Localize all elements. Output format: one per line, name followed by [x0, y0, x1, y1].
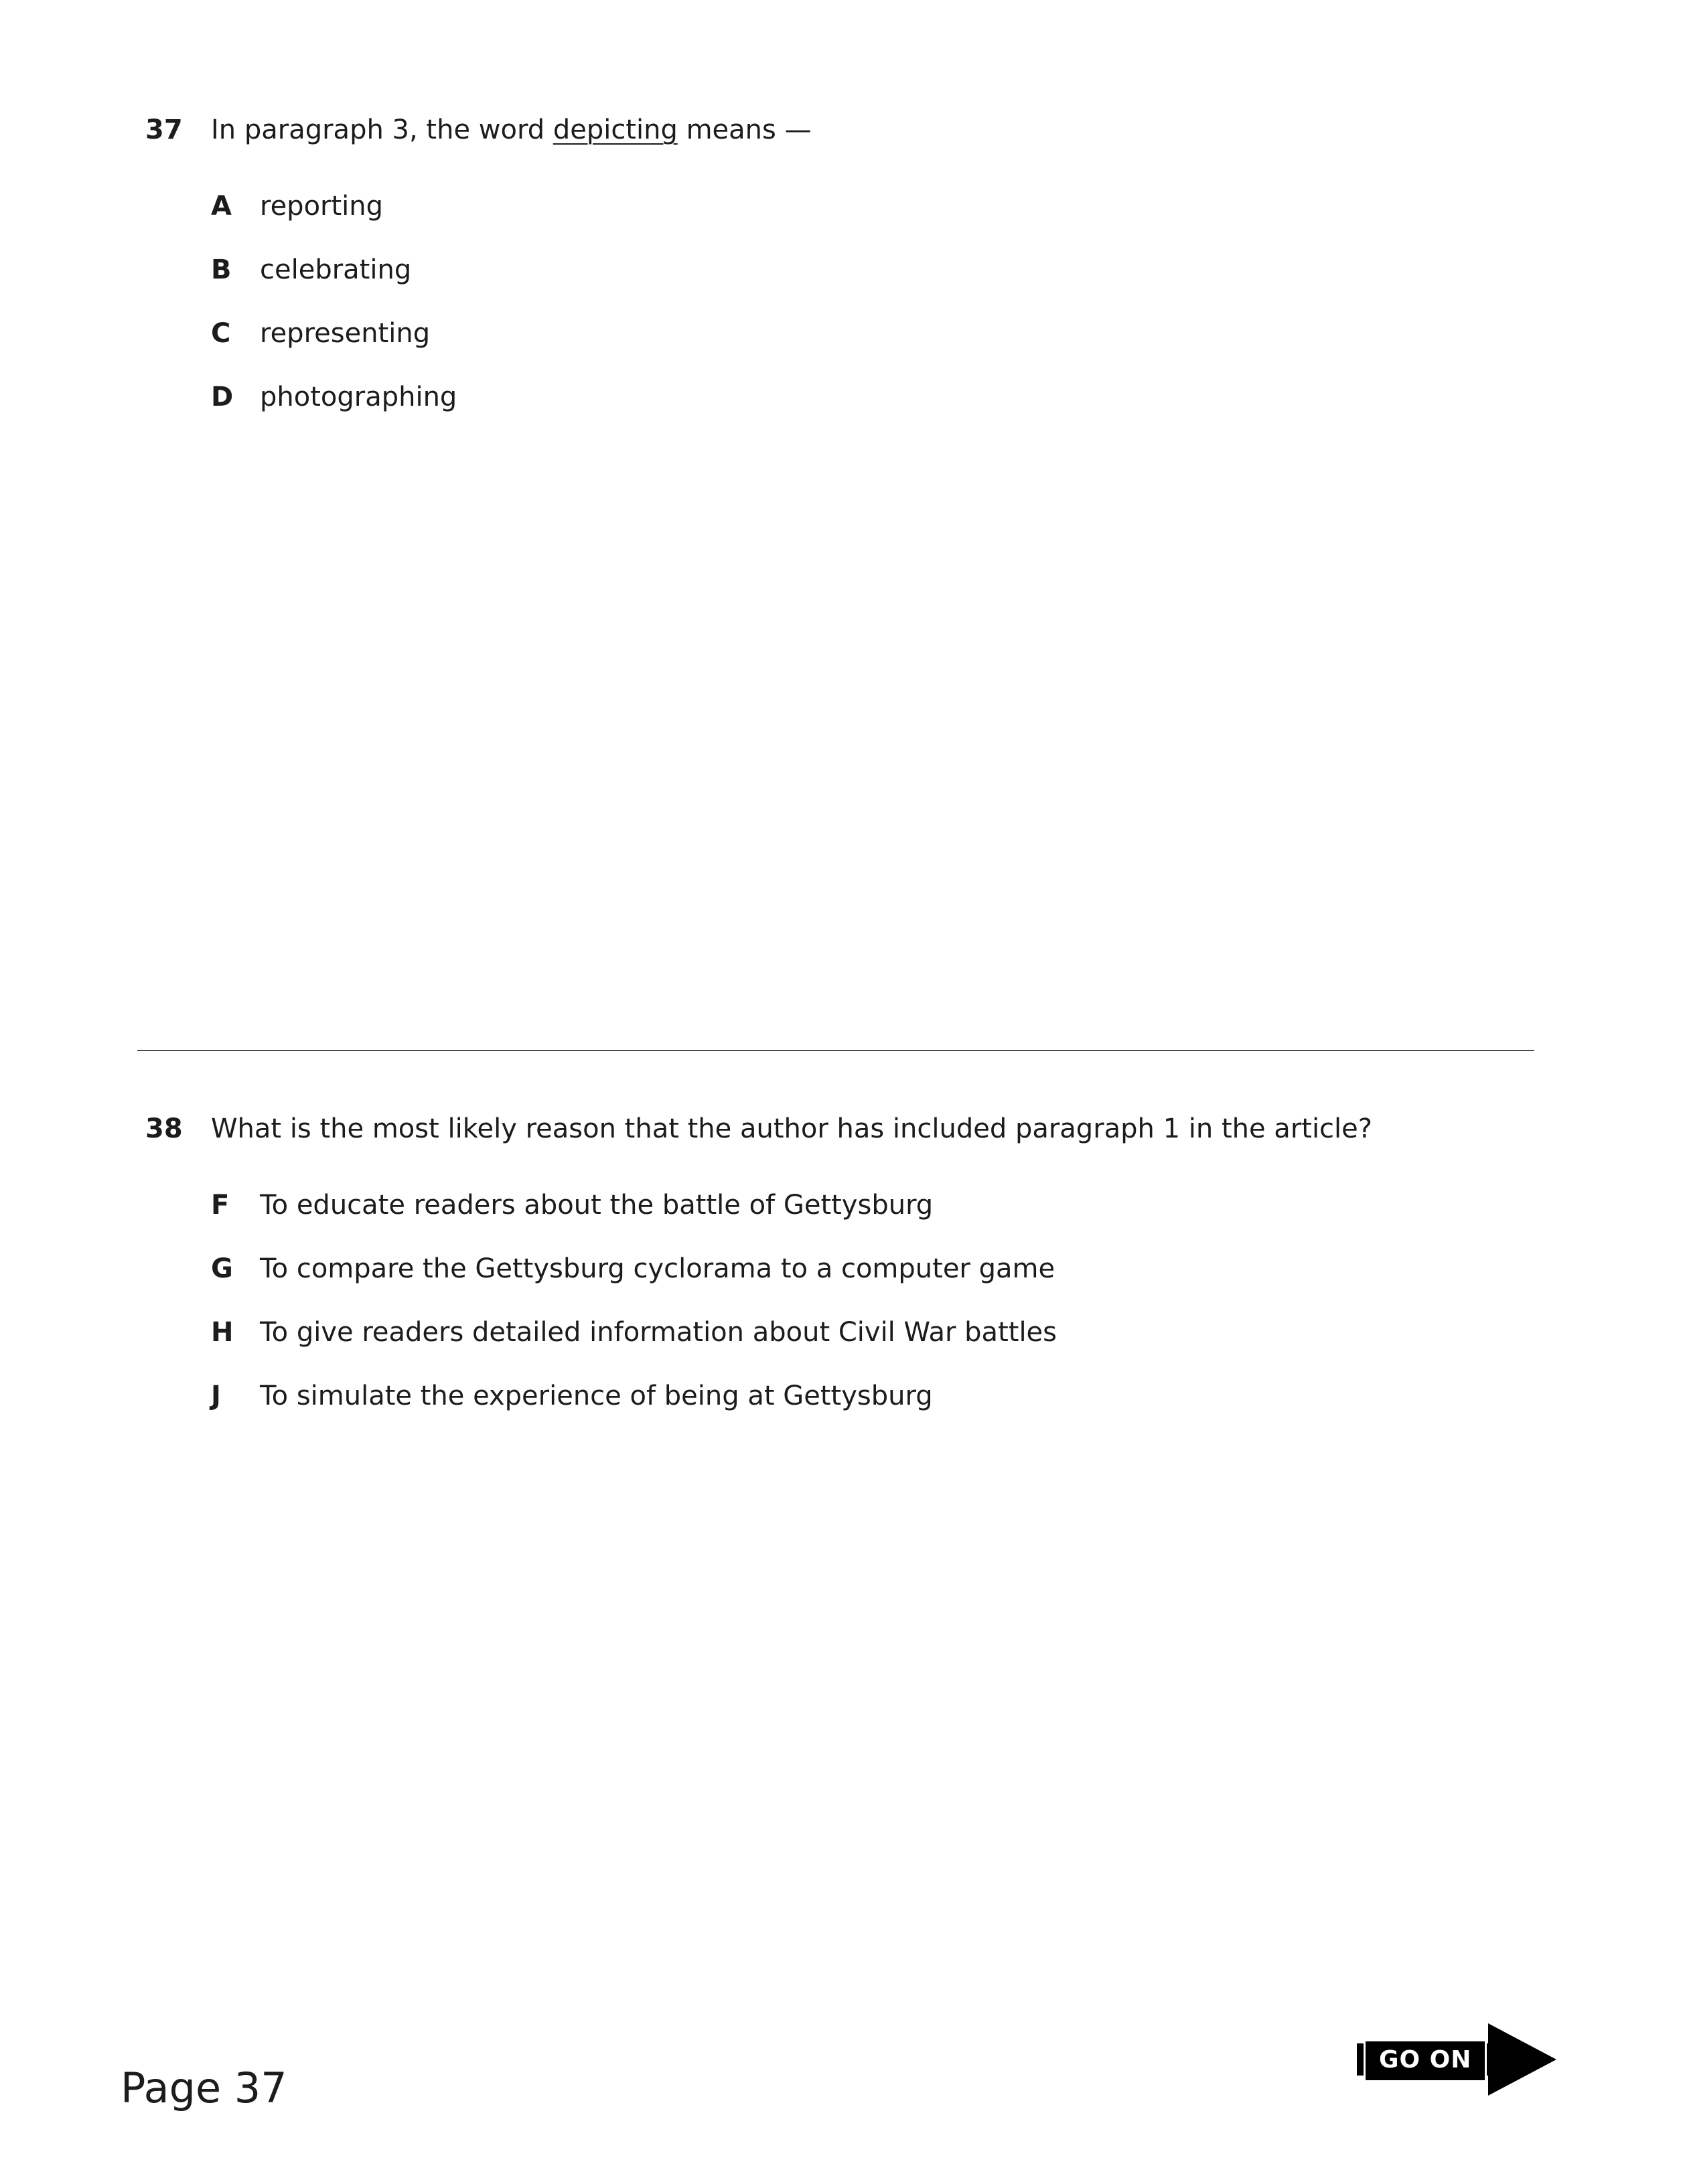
- answer-option-f: [211, 1189, 1549, 1221]
- option-text: To compare the Gettysburg cyclorama to a computer game: [260, 1253, 1055, 1284]
- question-number: 38: [145, 1113, 183, 1144]
- question-prompt: [211, 114, 1549, 146]
- option-letter: B: [211, 254, 232, 285]
- option-letter: A: [211, 191, 232, 222]
- underlined-word: depicting: [553, 114, 678, 145]
- go-on-label: GO ON: [1364, 2039, 1487, 2082]
- go-on-indicator: [1357, 2022, 1558, 2097]
- option-letter: G: [211, 1253, 233, 1284]
- prompt-suffix: means —: [686, 114, 812, 145]
- option-letter: F: [211, 1190, 230, 1221]
- question-37: [145, 114, 1549, 445]
- question-number: 37: [145, 114, 183, 145]
- option-text: reporting: [260, 191, 384, 222]
- option-letter: H: [211, 1317, 234, 1348]
- option-text: To educate readers about the battle of Gettysburg: [260, 1190, 934, 1221]
- option-letter: D: [211, 382, 234, 412]
- question-body: [211, 1113, 1549, 1444]
- option-letter: C: [211, 318, 231, 349]
- answer-option-c: [211, 317, 1549, 349]
- option-text: celebrating: [260, 254, 412, 285]
- page-number: Page 37: [121, 2063, 287, 2112]
- option-letter: J: [211, 1381, 221, 1411]
- question-prompt: What is the most likely reason that the author has included paragraph 1 in the article?: [211, 1113, 1373, 1144]
- answer-option-b: [211, 254, 1549, 286]
- answer-option-h: [211, 1316, 1549, 1348]
- section-divider: [137, 1050, 1534, 1051]
- answer-option-d: [211, 381, 1549, 413]
- option-text: photographing: [260, 382, 457, 412]
- prompt-prefix: In paragraph 3, the word: [211, 114, 545, 145]
- question-body: [211, 114, 1549, 445]
- answer-option-g: [211, 1253, 1549, 1285]
- answer-options: [211, 190, 1549, 413]
- option-text: To simulate the experience of being at Gettysburg: [260, 1381, 933, 1411]
- answer-option-j: [211, 1380, 1549, 1412]
- answer-option-a: [211, 190, 1549, 222]
- question-38: [145, 1113, 1549, 1444]
- answer-options: [211, 1189, 1549, 1412]
- option-text: representing: [260, 318, 431, 349]
- option-text: To give readers detailed information about Civil War battles: [260, 1317, 1057, 1348]
